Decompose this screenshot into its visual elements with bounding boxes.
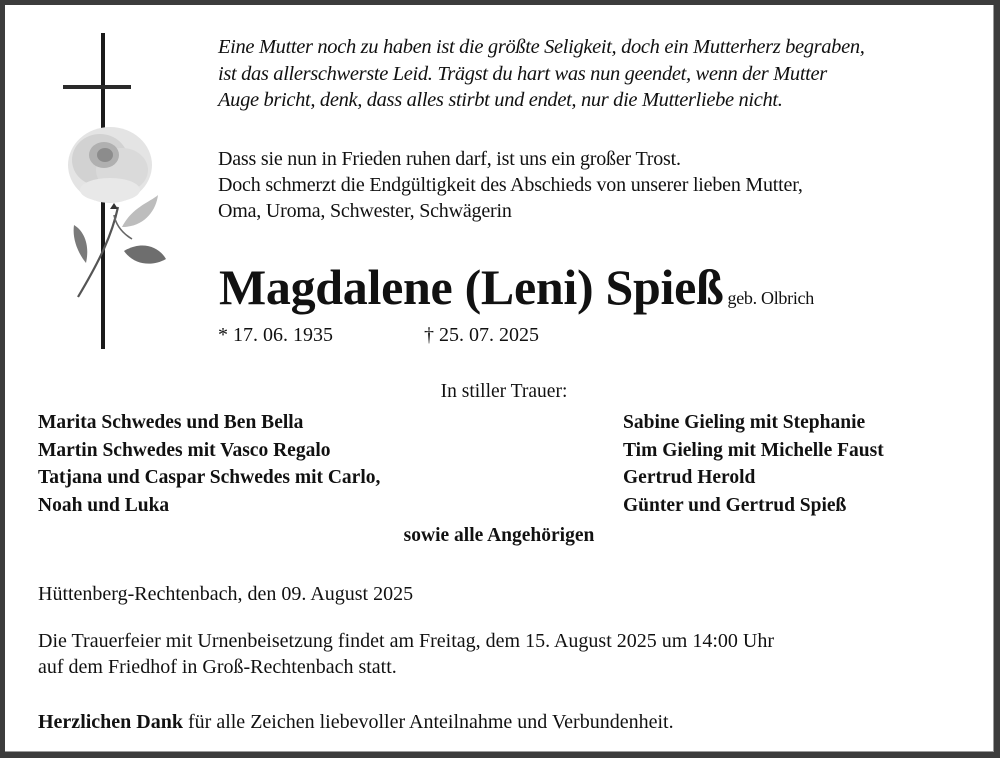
mourner: Marita Schwedes und Ben Bella	[38, 412, 304, 433]
mourner: Gertrud Herold	[623, 467, 756, 488]
mourner: Günter und Gertrud Spieß	[623, 494, 847, 516]
ceremony-line: auf dem Friedhof in Groß-Rechtenbach statt.	[38, 656, 397, 678]
mourning-heading: In stiller Trauer:	[440, 381, 568, 402]
place-date: Hüttenberg-Rechtenbach, den 09. August 2025	[38, 583, 414, 605]
deceased-name: Magdalene (Leni) Spieß	[219, 259, 724, 315]
thanks-bold: Herzlichen Dank	[38, 711, 183, 733]
ceremony-info	[38, 628, 774, 680]
relatives-line: sowie alle Angehörigen	[403, 525, 595, 546]
rose-icon	[60, 115, 170, 305]
mourner: Noah und Luka	[38, 494, 170, 516]
maiden-name: geb. Olbrich	[727, 288, 814, 308]
poem	[218, 34, 865, 114]
thanks-line	[38, 709, 674, 735]
deceased-name-block	[219, 257, 814, 328]
thanks-text: für alle Zeichen liebevoller Anteilnahme und Verbundenheit.	[183, 711, 674, 733]
mourner: Tim Gieling mit Michelle Faust	[623, 439, 884, 461]
intro-text	[218, 146, 803, 224]
poem-line: ist das allerschwerste Leid. Trägst du hart was nun geendet, wenn der Mutter	[218, 62, 827, 85]
mourners-right	[623, 409, 884, 519]
death-date: † 25. 07. 2025	[424, 324, 539, 346]
mourner: Tatjana und Caspar Schwedes mit Carlo,	[38, 467, 381, 488]
obituary-card	[5, 5, 994, 752]
mourners-left	[38, 409, 380, 519]
intro-line: Oma, Uroma, Schwester, Schwägerin	[218, 200, 512, 222]
intro-line: Dass sie nun in Frieden ruhen darf, ist uns ein großer Trost.	[218, 148, 681, 170]
cross-bar	[63, 85, 131, 89]
intro-line: Doch schmerzt die Endgültigkeit des Abschieds von unserer lieben Mutter,	[218, 174, 803, 196]
ceremony-line: Die Trauerfeier mit Urnenbeisetzung findet am Freitag, dem 15. August 2025 um 14:00 Uhr	[38, 630, 774, 652]
birth-date: * 17. 06. 1935	[218, 324, 333, 346]
mourner: Martin Schwedes mit Vasco Regalo	[38, 439, 331, 461]
poem-line: Eine Mutter noch zu haben ist die größte Seligkeit, doch ein Mutterherz begraben,	[218, 36, 865, 58]
poem-line: Auge bricht, denk, dass alles stirbt und endet, nur die Mutterliebe nicht.	[218, 89, 783, 111]
mourner: Sabine Gieling mit Stephanie	[623, 412, 866, 433]
